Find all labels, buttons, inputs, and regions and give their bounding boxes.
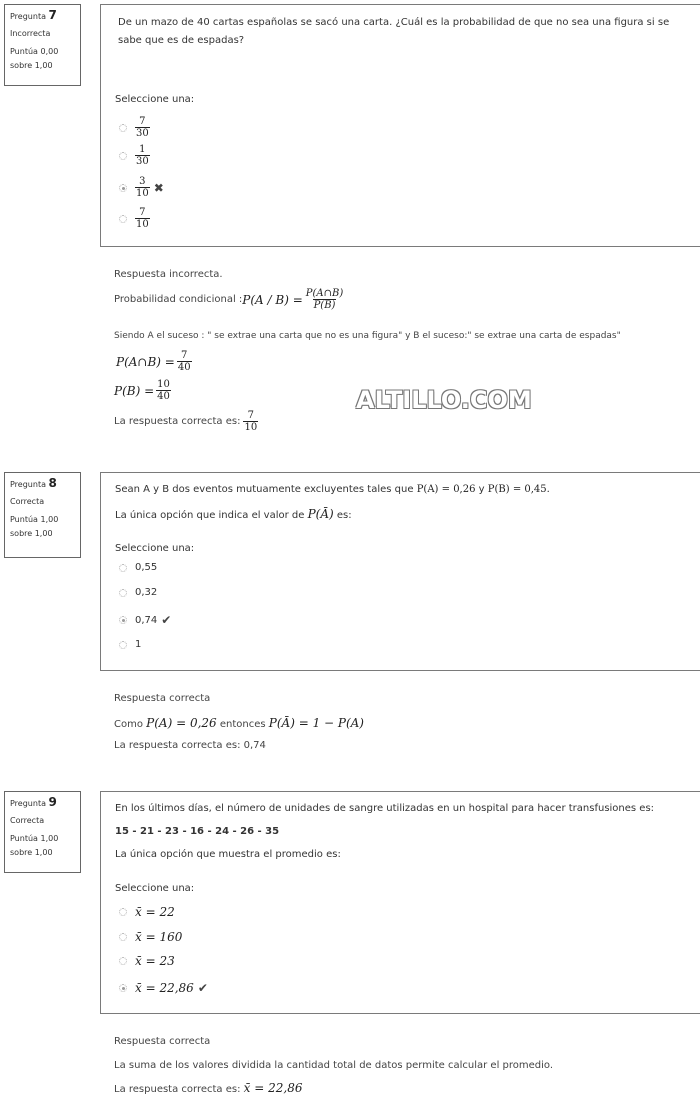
- option-fraction: $\frac{7}{30}$: [136, 116, 149, 139]
- option-fraction: $\frac{1}{30}$: [136, 144, 149, 167]
- answer-fraction: $\frac{7}{10}$: [244, 410, 258, 433]
- answer-option[interactable]: [119, 176, 164, 199]
- radio-button-selected[interactable]: [119, 984, 127, 992]
- feedback-events: Siendo A el suceso : " se extrae una carta que no es una figura" y B el suceso:" se extrae una carta de espadas": [114, 331, 621, 341]
- question-number: Pregunta 7: [10, 8, 57, 22]
- question-text: De un mazo de 40 cartas españolas se sacó una carta. ¿Cuál es la probabilidad de que no sea una figura si se sabe que es de espadas?: [118, 17, 670, 46]
- answer-option[interactable]: [119, 116, 150, 139]
- option-fraction: $\frac{7}{10}$: [136, 207, 149, 230]
- question-content-7: [100, 4, 700, 247]
- question-state: Correcta: [10, 497, 45, 506]
- formula-fraction: $\frac{10}{40}$: [157, 379, 170, 402]
- feedback-status: Respuesta correcta: [114, 693, 211, 704]
- answer-option[interactable]: 1: [119, 639, 141, 650]
- radio-button[interactable]: [119, 957, 127, 965]
- feedback-conditional: Probabilidad condicional : P(A / B) = $\frac{P(A\cap B)}{P(B)}$: [114, 288, 344, 311]
- feedback-intersection: P(A∩B) = $\frac{7}{40}$: [116, 350, 191, 373]
- feedback-status: Respuesta incorrecta.: [114, 269, 223, 280]
- feedback-answer: La respuesta correcta es: 0,74: [114, 740, 266, 751]
- question-subtext: La única opción que indica el valor de P(Ā) es:: [115, 507, 352, 521]
- radio-button[interactable]: [119, 564, 127, 572]
- correct-icon: ✔: [197, 981, 208, 995]
- question-info-8: [4, 472, 81, 558]
- formula-fraction: $\frac{P(A\cap B)}{P(B)}$: [305, 288, 344, 311]
- radio-button-selected[interactable]: [119, 616, 127, 624]
- question-number: Pregunta 9: [10, 795, 57, 809]
- radio-button[interactable]: [119, 641, 127, 649]
- radio-button[interactable]: [119, 589, 127, 597]
- radio-button-selected[interactable]: [119, 184, 127, 192]
- radio-button[interactable]: [119, 124, 127, 132]
- formula-fraction: $\frac{7}{40}$: [177, 350, 191, 373]
- question-number: Pregunta 8: [10, 476, 57, 490]
- data-values: 15 - 21 - 23 - 16 - 24 - 26 - 35: [115, 826, 280, 837]
- radio-button[interactable]: [119, 908, 127, 916]
- answer-option[interactable]: 0,32: [119, 587, 157, 598]
- feedback-status: Respuesta correcta: [114, 1036, 211, 1047]
- answer-prompt: Seleccione una:: [115, 94, 195, 105]
- question-info-7: [4, 4, 81, 86]
- answer-option[interactable]: x̄ = 22: [119, 905, 175, 919]
- answer-prompt: Seleccione una:: [115, 543, 195, 554]
- feedback-answer: La respuesta correcta es: $\frac{7}{10}$: [114, 410, 258, 433]
- watermark: ALTILLO.COM: [356, 386, 532, 414]
- question-state: Correcta: [10, 816, 45, 825]
- question-grade: Puntúa 0,00 sobre 1,00: [10, 47, 59, 70]
- answer-option[interactable]: 0,74 ✔: [119, 613, 171, 627]
- radio-button[interactable]: [119, 215, 127, 223]
- question-text: En los últimos días, el número de unidades de sangre utilizadas en un hospital para hacer transfusiones es:: [115, 803, 655, 814]
- question-state: Incorrecta: [10, 29, 51, 38]
- answer-option[interactable]: [119, 207, 150, 230]
- question-content-8: [100, 472, 700, 671]
- answer-option[interactable]: [119, 144, 150, 167]
- radio-button[interactable]: [119, 152, 127, 160]
- question-text: Sean A y B dos eventos mutuamente excluyentes tales que P(A) = 0,26 y P(B) = 0,45.: [115, 484, 550, 495]
- incorrect-icon: ✖: [153, 180, 164, 195]
- answer-option[interactable]: 0,55: [119, 562, 157, 573]
- feedback-pb: P(B) = $\frac{10}{40}$: [114, 379, 170, 402]
- question-grade: Puntúa 1,00 sobre 1,00: [10, 834, 59, 857]
- feedback-explanation: La suma de los valores dividida la cantidad total de datos permite calcular el promedio.: [114, 1060, 554, 1071]
- feedback-answer: La respuesta correcta es: x̄ = 22,86: [114, 1081, 303, 1095]
- answer-option[interactable]: x̄ = 160: [119, 930, 182, 944]
- answer-option[interactable]: x̄ = 22,86 ✔: [119, 981, 208, 995]
- radio-button[interactable]: [119, 933, 127, 941]
- feedback-explanation: Como P(A) = 0,26 entonces P(Ā) = 1 − P(A): [114, 716, 364, 730]
- question-content-9: [100, 791, 700, 1014]
- option-fraction: $\frac{3}{10}$: [136, 176, 149, 199]
- question-subtext: La única opción que muestra el promedio es:: [115, 849, 341, 860]
- question-info-9: [4, 791, 81, 873]
- correct-icon: ✔: [161, 613, 172, 627]
- answer-option[interactable]: x̄ = 23: [119, 954, 175, 968]
- question-grade: Puntúa 1,00 sobre 1,00: [10, 515, 59, 538]
- answer-prompt: Seleccione una:: [115, 883, 195, 894]
